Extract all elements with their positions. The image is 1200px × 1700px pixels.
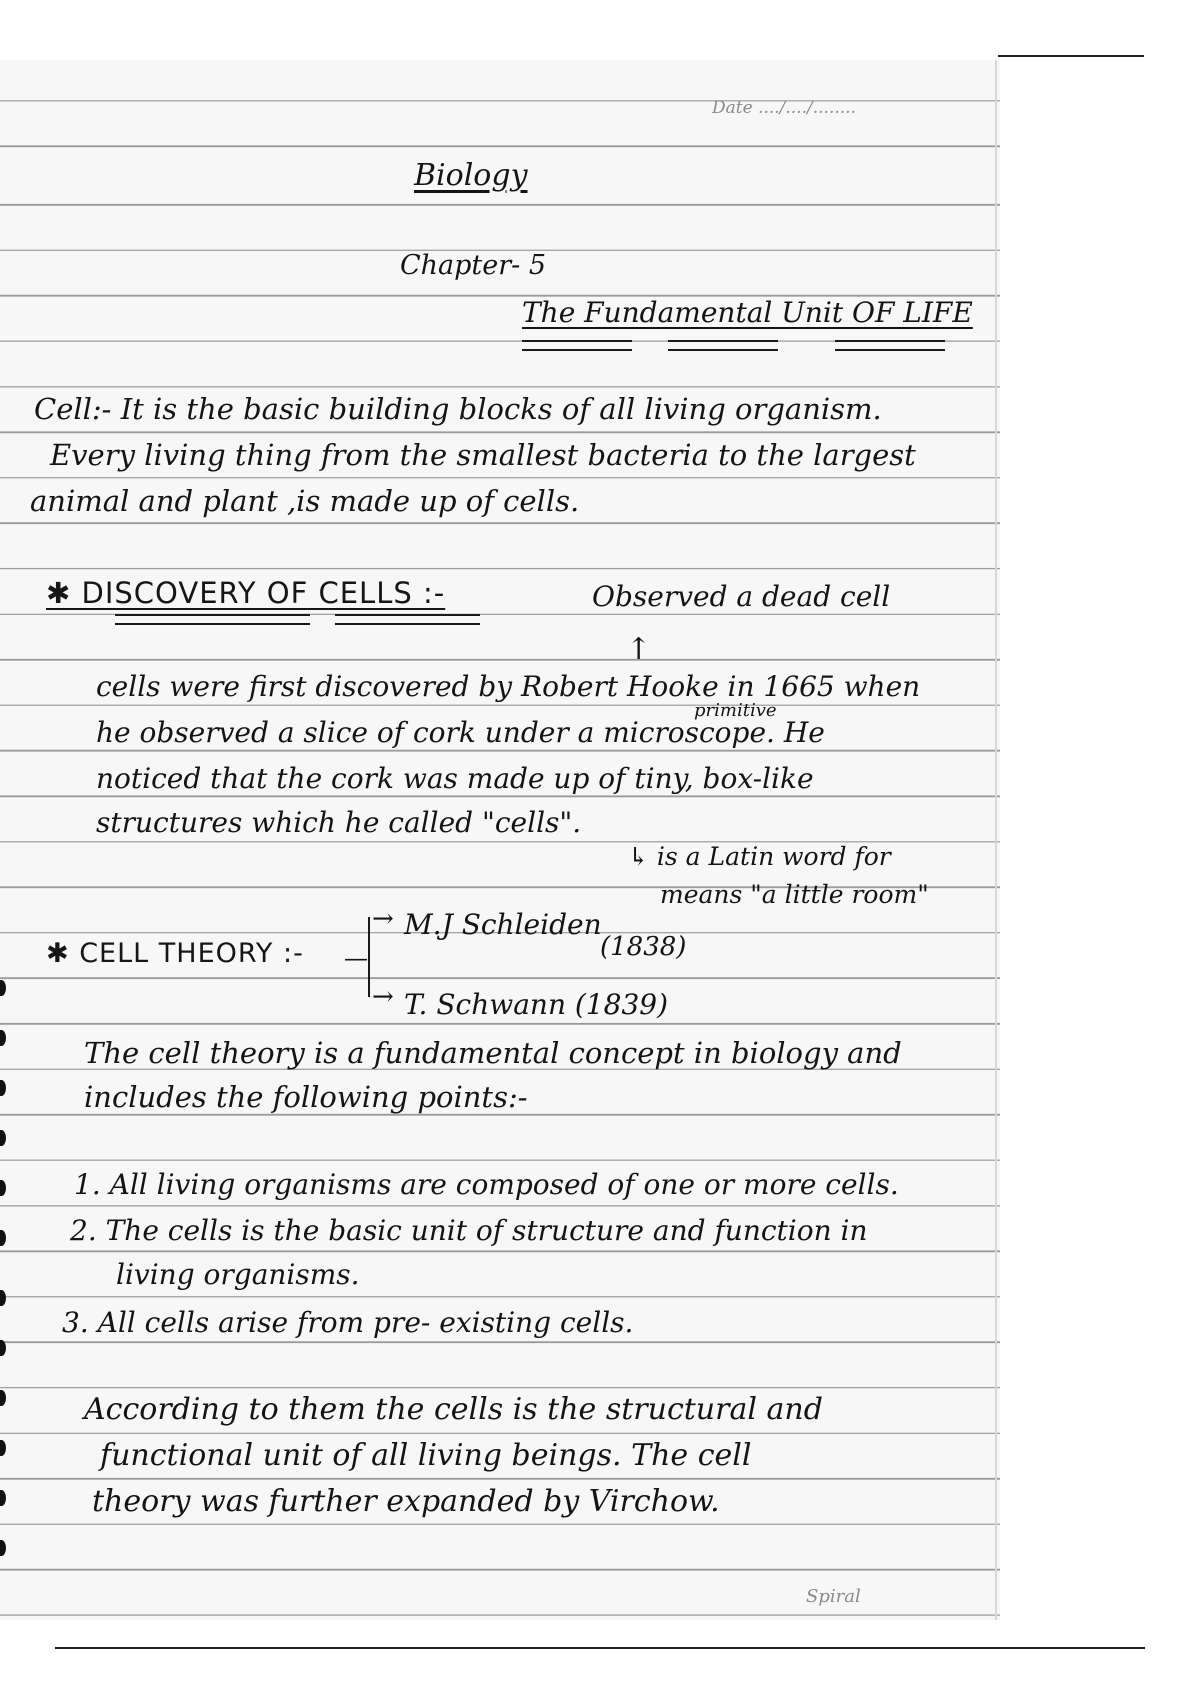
conclusion-line: theory was further expanded by Virchow. [92,1484,720,1519]
latin-note: ↳ is a Latin word for [628,842,891,871]
branch-schleiden-year: (1838) [600,932,687,962]
discovery-line: cells were first discovered by Robert Hooke in 1665 when [96,670,921,703]
arrow-up-icon: ↑ [626,632,652,667]
branch-schleiden: M.J Schleiden [404,908,602,941]
chapter-number: Chapter- 5 [400,250,547,281]
bracket-stub: — [344,944,368,972]
theory-point: 3. All cells arise from pre- existing cells. [62,1306,634,1339]
conclusion-line: According to them the cells is the structural and [84,1392,823,1427]
branch-arrow-icon: → [372,982,394,1012]
branch-schwann: T. Schwann (1839) [404,988,668,1021]
discovery-line: noticed that the cork was made up of tiny, box-like [96,762,814,795]
theory-intro-line: The cell theory is a fundamental concept in biology and [84,1036,902,1070]
sheet-edge [995,60,997,1620]
branch-arrow-icon: → [372,904,394,934]
discovery-line: he observed a slice of cork under a microscope. He [96,716,825,749]
chapter-title: The Fundamental Unit OF LIFE [522,296,973,329]
cell-theory-heading: ✱ CELL THEORY :- [46,938,304,969]
dead-cell-note: Observed a dead cell [592,580,891,613]
discovery-line: structures which he called "cells". [96,806,582,839]
primitive-note: primitive [694,700,777,721]
heading-double-underline [335,614,480,625]
theory-point: 2. The cells is the basic unit of structure and function in [70,1214,868,1247]
subject-title: Biology [414,158,528,193]
bottom-rule [55,1647,1145,1649]
title-double-underline [835,340,945,351]
discovery-heading: ✱ DISCOVERY OF CELLS :- [46,576,446,610]
date-label: Date ..../..../........ [712,98,856,118]
title-double-underline [668,340,778,351]
corner-rule [998,55,1144,57]
brand-logo: Spiral [806,1586,861,1607]
branch-bracket [368,917,370,997]
latin-note-meaning: means "a little room" [660,880,929,909]
theory-point: 1. All living organisms are composed of one or more cells. [74,1168,899,1201]
definition-line: animal and plant ,is made up of cells. [30,484,580,518]
notebook-sheet [0,60,1000,1620]
conclusion-line: functional unit of all living beings. The cell [100,1438,752,1473]
theory-point: living organisms. [116,1258,360,1291]
definition-line: Cell:- It is the basic building blocks of all living organism. [34,392,882,426]
heading-double-underline [115,614,310,625]
title-double-underline [522,340,632,351]
definition-line: Every living thing from the smallest bacteria to the largest [50,438,916,472]
theory-intro-line: includes the following points:- [84,1080,528,1114]
